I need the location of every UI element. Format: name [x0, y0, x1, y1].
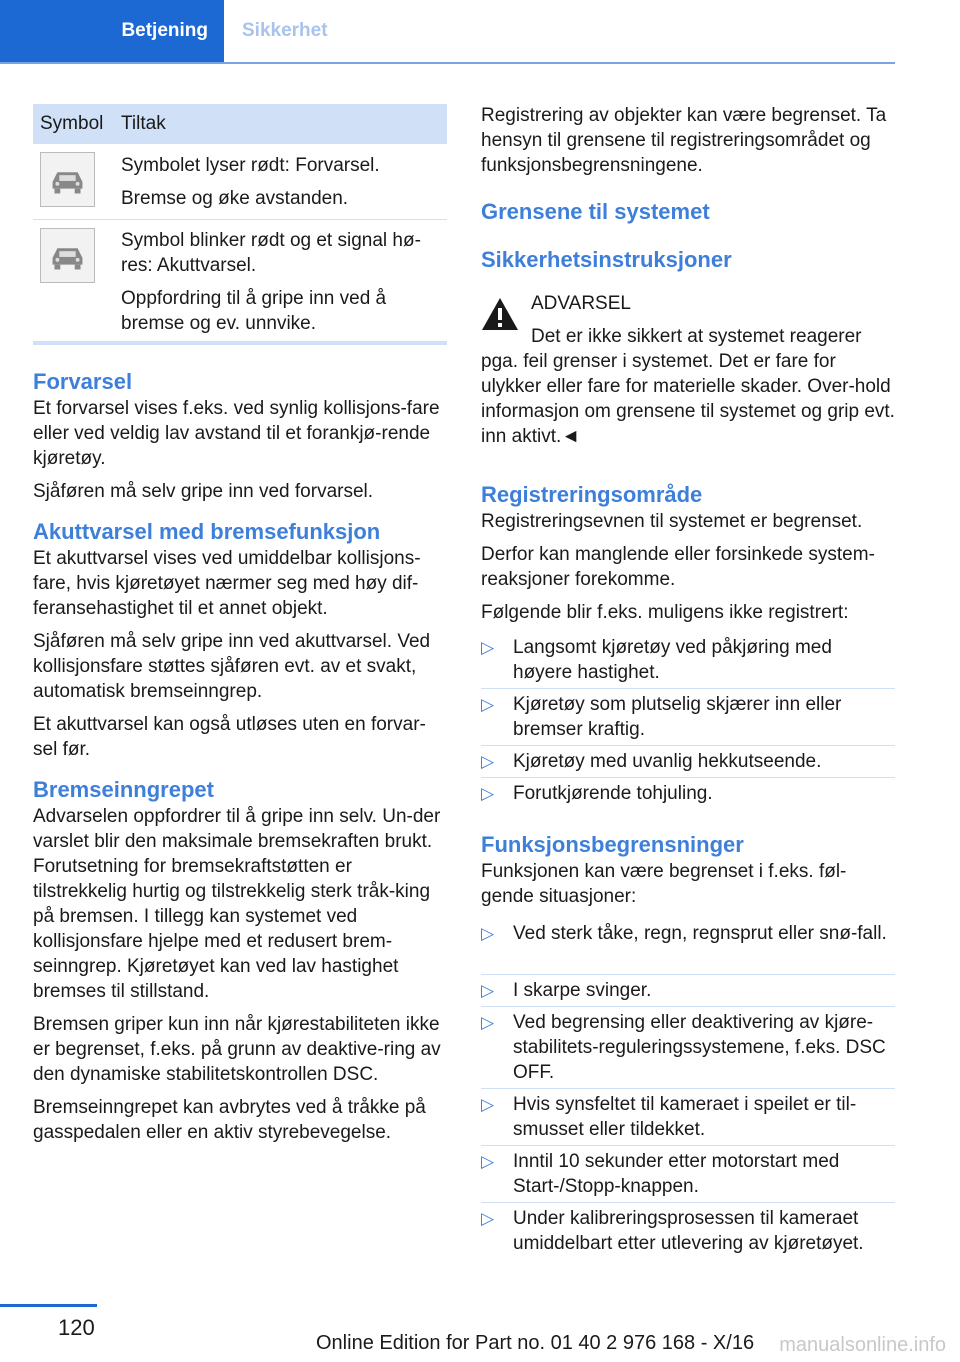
- bullet-icon: ▷: [481, 1209, 495, 1228]
- para-akutt-1: Et akuttvarsel vises ved umiddelbar kollisjons-fare, hvis kjøretøyet nærmer seg med høy dif-feransehastighet til et annet objekt.: [33, 548, 421, 619]
- bullet-icon: ▷: [481, 638, 495, 657]
- list-divider: [481, 1202, 895, 1203]
- heading-registreringsomrade: Registreringsområde: [481, 482, 703, 507]
- watermark: manualsonline.info: [779, 1334, 946, 1356]
- car-warning-icon: [40, 152, 95, 207]
- row1-line1: Symbolet lyser rødt: Forvarsel.: [121, 155, 380, 176]
- table-header: [33, 104, 447, 144]
- row1-line2: Bremse og øke avstanden.: [121, 188, 349, 209]
- warning-label: ADVARSEL: [531, 293, 631, 314]
- page-number: 120: [58, 1315, 95, 1340]
- heading-funksjonsbegrensninger: Funksjonsbegrensninger: [481, 832, 744, 857]
- table-divider: [33, 219, 447, 220]
- heading-bremseinngrepet: Bremseinngrepet: [33, 777, 214, 802]
- left-column: [33, 368, 447, 1145]
- funk-section: [481, 831, 895, 909]
- header-tabs: [0, 0, 895, 64]
- list-item-text: Hvis synsfeltet til kameraet i speilet er til-smusset eller tildekket.: [513, 1094, 857, 1140]
- table-end: [33, 341, 447, 345]
- reg-section: [481, 481, 895, 625]
- bullet-icon: ▷: [481, 981, 495, 1000]
- heading-sikkerhet: Sikkerhetsinstruksjoner: [481, 247, 732, 272]
- row2-line1: Symbol blinker rødt og et signal hø-res: Akuttvarsel.: [121, 230, 421, 276]
- footer-rule: [0, 1304, 97, 1307]
- bullet-icon: ▷: [481, 695, 495, 714]
- list-item-text: Langsomt kjøretøy ved påkjøring med høyere hastighet.: [513, 637, 832, 683]
- edition-text: Online Edition for Part no. 01 40 2 976 168 - X/16: [316, 1332, 755, 1354]
- para-brems-3: Bremseinngrepet kan avbrytes ved å tråkke på gasspedalen eller en aktiv styrebevegelse.: [33, 1097, 426, 1143]
- right-intro: [481, 103, 895, 274]
- para-forvarsel-1: Et forvarsel vises f.eks. ved synlig kollisjons-fare eller ved veldig lav avstand til et forankjø-rende kjøretøy.: [33, 398, 440, 469]
- para-intro: Registrering av objekter kan være begrenset. Ta hensyn til grensene til registreringsområdet og funksjonsbegrensningene.: [481, 105, 887, 176]
- list-divider: [481, 1145, 895, 1146]
- list-item-text: Forutkjørende tohjuling.: [513, 783, 713, 804]
- list-item-text: Under kalibreringsprosessen til kameraet umiddelbart etter utlevering av kjøretøyet.: [513, 1208, 864, 1254]
- bullet-icon: ▷: [481, 1152, 495, 1171]
- list-divider: [481, 688, 895, 689]
- bullet-icon: ▷: [481, 1013, 495, 1032]
- heading-forvarsel: Forvarsel: [33, 369, 133, 394]
- row2-line2: Oppfordring til å gripe inn ved å bremse og ev. unnvike.: [121, 288, 387, 334]
- bullet-icon: ▷: [481, 1095, 495, 1114]
- bullet-icon: ▷: [481, 752, 495, 771]
- para-brems-2: Bremsen griper kun inn når kjørestabiliteten ikke er begrenset, f.eks. på grunn av deaktive-ring av den dynamiske stabilitetskontrollen DSC.: [33, 1014, 441, 1085]
- list-divider: [481, 777, 895, 778]
- heading-grensene: Grensene til systemet: [481, 199, 710, 224]
- list-item-text: Kjøretøy med uvanlig hekkutseende.: [513, 751, 822, 772]
- list-divider: [481, 745, 895, 746]
- list-item-text: Inntil 10 sekunder etter motorstart med Start-/Stopp-knappen.: [513, 1151, 840, 1197]
- list-divider: [481, 974, 895, 975]
- car-warning-blink-icon: [40, 228, 95, 283]
- list-divider: [481, 1088, 895, 1089]
- tab-betjening[interactable]: Betjening: [0, 0, 224, 62]
- table-row-2: [121, 228, 447, 336]
- tab-sikkerhet[interactable]: Sikkerhet: [242, 20, 328, 41]
- warning-label-block: [531, 291, 895, 316]
- list-item-text: Ved sterk tåke, regn, regnsprut eller snø-fall.: [513, 923, 887, 944]
- warning-block: [481, 324, 895, 449]
- para-funk: Funksjonen kan være begrenset i f.eks. føl-gende situasjoner:: [481, 861, 847, 907]
- para-akutt-2: Sjåføren må selv gripe inn ved akuttvarsel. Ved kollisjonsfare støttes sjåføren evt. av et svakt, automatisk bremseinngrep.: [33, 631, 431, 702]
- heading-akuttvarsel: Akuttvarsel med bremsefunksjon: [33, 519, 381, 544]
- list-divider: [481, 1006, 895, 1007]
- list-item-text: Ved begrensing eller deaktivering av kjøre-stabilitets-reguleringssystemene, f.eks. DSC OFF.: [513, 1012, 886, 1083]
- para-akutt-3: Et akuttvarsel kan også utløses uten en forvar-sel før.: [33, 714, 426, 760]
- warning-text: Det er ikke sikkert at systemet reagerer pga. feil grenser i systemet. Det er fare for ulykker eller fare for materielle skader. Over-hold informasjon om grensene til systemet og grip evt. inn aktivt.◄: [481, 326, 895, 447]
- bullet-icon: ▷: [481, 784, 495, 803]
- list-item-text: I skarpe svinger.: [513, 980, 652, 1001]
- col-symbol: Symbol: [40, 113, 104, 134]
- table-row-1: [121, 153, 447, 211]
- para-reg-3: Følgende blir f.eks. muligens ikke registrert:: [481, 602, 849, 623]
- col-action: Tiltak: [121, 113, 166, 134]
- para-brems-1: Advarselen oppfordrer til å gripe inn selv. Un-der varslet blir den maksimale bremsekraften brukt. Forutsetning for bremsekraftstøtten er tilstrekkelig hurtig og tilstrekkelig sterk tråk-king på bremsen. I tillegg kan systemet ved kollisjonsfare hjelpe med et redusert brem-seinngrep. Kjøretøyet kan ved lav hastighet bremses til stillstand.: [33, 806, 441, 1002]
- para-reg-2: Derfor kan manglende eller forsinkede system-reaksjoner forekomme.: [481, 544, 875, 590]
- para-reg-1: Registreringsevnen til systemet er begrenset.: [481, 511, 863, 532]
- para-forvarsel-2: Sjåføren må selv gripe inn ved forvarsel.: [33, 481, 374, 502]
- bullet-icon: ▷: [481, 924, 495, 943]
- list-item-text: Kjøretøy som plutselig skjærer inn eller bremser kraftig.: [513, 694, 842, 740]
